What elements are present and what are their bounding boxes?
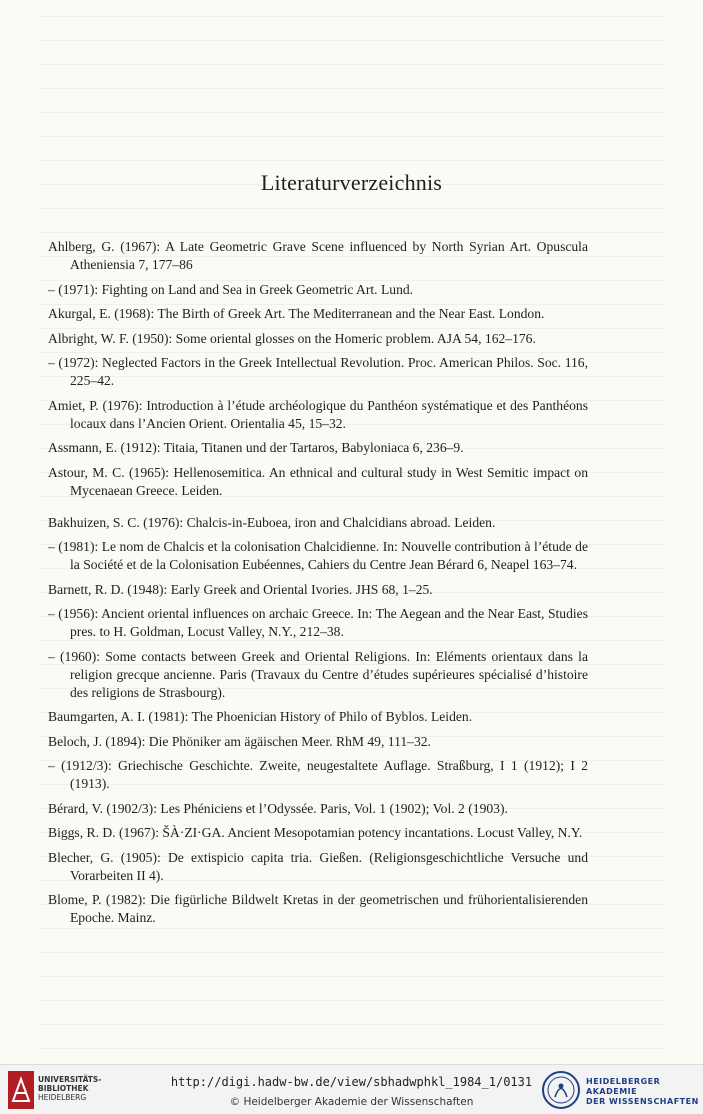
bib-entry: – (1956): Ancient oriental influences on archaic Greece. In: The Aegean and the Near East, Studies pres. to H. Goldman, Locust Valley, N.Y., 212–38. (48, 606, 588, 639)
bibliography-list (48, 238, 588, 934)
bib-entry: – (1960): Some contacts between Greek and Oriental Religions. In: Eléments orientaux dans la religion grecque ancienne. Paris (Travaux du Centre d’études supérieures spécialisé d’histoire des religions de Strasbourg). (48, 648, 588, 700)
bib-entry: Beloch, J. (1894): Die Phöniker am ägäischen Meer. RhM 49, 111–32. (48, 733, 431, 749)
bib-entry: – (1971): Fighting on Land and Sea in Greek Geometric Art. Lund. (48, 281, 414, 297)
bib-entry: Blome, P. (1982): Die figürliche Bildwelt Kretas in der geometrischen und frühorientalisierenden Epoche. Mainz. (48, 892, 588, 925)
bib-entry: Akurgal, E. (1968): The Birth of Greek Art. The Mediterranean and the Near East. London. (48, 306, 545, 321)
bib-entry: Amiet, P. (1976): Introduction à l’étude archéologique du Panthéon systématique et des Panthéons locaux dans l’Ancien Orient. Orientalia 45, 15–32. (48, 397, 588, 431)
footer-bar (0, 1064, 703, 1114)
library-name: UNIVERSITÄTS- BIBLIOTHEK HEIDELBERG (38, 1075, 102, 1102)
bib-entry: Bakhuizen, S. C. (1976): Chalcis-in-Euboea, iron and Chalcidians abroad. Leiden. (48, 514, 496, 530)
bib-entry: Blecher, G. (1905): De extispicio capita tria. Gießen. (Religionsgeschichtliche Versuche und Vorarbeiten II 4). (48, 849, 588, 883)
bib-entry: – (1972): Neglected Factors in the Greek Intellectual Revolution. Proc. American Philos. Soc. 116, 225–42. (48, 355, 588, 388)
bib-entry: Ahlberg, G. (1967): A Late Geometric Grave Scene influenced by North Syrian Art. Opuscula Atheniensia 7, 177–86 (48, 239, 588, 272)
bib-entry: Biggs, R. D. (1967): ŠÀ·ZI·GA. Ancient Mesopotamian potency incantations. Locust Valley, N.Y. (48, 825, 583, 840)
bib-entry: – (1981): Le nom de Chalcis et la colonisation Chalcidienne. In: Nouvelle contribution à l’étude de la Société et de la Colonisation Eubéennes, Cahiers du Centre Jean Bérard 6, Neapel 163–74. (48, 539, 588, 572)
source-url-link[interactable]: http://digi.hadw-bw.de/view/sbhadwphkl_1984_1/0131 (170, 1075, 533, 1089)
bib-entry: Astour, M. C. (1965): Hellenosemitica. An ethnical and cultural study in West Semitic impact on Mycenaean Greece. Leiden. (48, 464, 588, 498)
academy-name: HEIDELBERGER AKADEMIE DER WISSENSCHAFTEN (586, 1077, 699, 1106)
academy-seal-icon (541, 1070, 581, 1110)
bib-entry: Barnett, R. D. (1948): Early Greek and Oriental Ivories. JHS 68, 1–25. (48, 581, 433, 597)
bib-entry: Assmann, E. (1912): Titaia, Titanen und der Tartaros, Babyloniaca 6, 236–9. (48, 440, 464, 455)
bib-entry: – (1912/3): Griechische Geschichte. Zweite, neugestaltete Auflage. Straßburg, I 1 (1912); I 2 (1913). (48, 758, 588, 791)
page-title: Literaturverzeichnis (260, 170, 443, 195)
bib-entry: Baumgarten, A. I. (1981): The Phoenician History of Philo of Byblos. Leiden. (48, 709, 473, 724)
bib-entry: Albright, W. F. (1950): Some oriental glosses on the Homeric problem. AJA 54, 162–176. (48, 330, 536, 346)
bib-entry: Bérard, V. (1902/3): Les Phéniciens et l’Odyssée. Paris, Vol. 1 (1902); Vol. 2 (1903). (48, 800, 508, 816)
copyright-notice: © Heidelberger Akademie der Wissenschaften (229, 1096, 474, 1108)
